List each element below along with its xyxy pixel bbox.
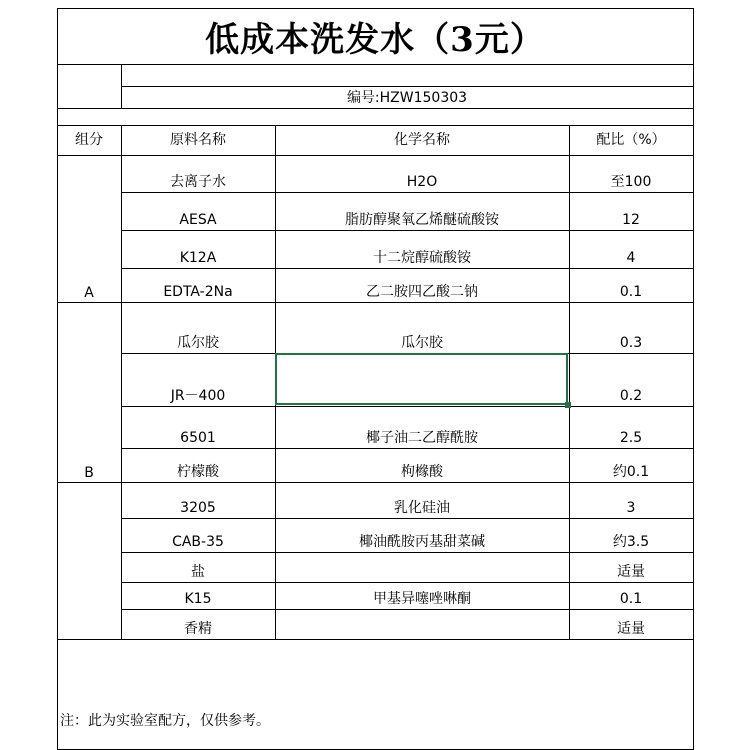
table-cell-material[interactable]: 去离子水 [170,174,226,190]
header-raw-material[interactable]: 原料名称 [170,132,226,148]
table-cell-chemical-name[interactable]: 椰油酰胺丙基甜菜碱 [359,534,485,550]
table-cell-ratio[interactable]: 2.5 [619,430,643,446]
header-group[interactable]: 组分 [75,132,103,148]
table-cell-ratio[interactable]: 适量 [617,564,645,580]
table-cell-chemical-name[interactable]: 乳化硅油 [394,500,450,516]
header-chemical-name[interactable]: 化学名称 [394,132,450,148]
table-cell-ratio[interactable]: 约3.5 [612,534,650,550]
table-cell-chemical-name[interactable]: H2O [406,174,438,190]
table-cell-ratio[interactable]: 4 [626,250,636,266]
table-cell-ratio[interactable]: 至100 [610,174,652,190]
table-cell-ratio[interactable]: 适量 [617,621,645,637]
table-cell-chemical-name[interactable]: 乙二胺四乙酸二钠 [366,284,478,300]
table-cell-material[interactable]: AESA [179,212,217,228]
footnote: 注：此为实验室配方，仅供参考。 [60,713,270,729]
table-cell-ratio[interactable]: 0.2 [619,388,643,404]
table-cell-ratio[interactable]: 0.1 [619,591,643,607]
table-cell-material[interactable]: 盐 [191,564,205,580]
group-label-a[interactable]: A [84,285,94,301]
table-cell-ratio[interactable]: 3 [626,500,636,516]
table-cell-chemical-name[interactable] [275,609,569,638]
table-cell-material[interactable]: 香精 [184,621,212,637]
page-title: 低成本洗发水（3元） [205,19,545,60]
table-cell-chemical-name[interactable] [275,552,569,581]
table-cell-material[interactable]: K15 [184,591,212,607]
table-cell-material[interactable]: JR－400 [170,388,226,404]
selected-cell[interactable] [275,353,568,405]
table-cell-material[interactable]: CAB-35 [172,534,224,550]
table-cell-ratio[interactable]: 0.3 [619,335,643,351]
table-cell-material[interactable]: 瓜尔胶 [177,335,219,351]
table-cell-chemical-name[interactable]: 瓜尔胶 [401,335,443,351]
table-cell-material[interactable]: EDTA-2Na [163,284,233,300]
grid-line [57,108,694,109]
fill-handle[interactable] [565,402,571,408]
group-cell-empty[interactable] [57,482,121,639]
table-cell-material[interactable]: 6501 [180,430,216,446]
table-cell-material[interactable]: 柠檬酸 [177,464,219,480]
table-cell-ratio[interactable]: 12 [622,212,640,228]
table-cell-ratio[interactable]: 0.1 [619,284,643,300]
header-ratio[interactable]: 配比（%） [596,132,666,148]
group-label-b[interactable]: B [84,465,94,481]
table-cell-chemical-name[interactable]: 脂肪醇聚氧乙烯醚硫酸铵 [345,212,499,228]
table-cell-material[interactable]: K12A [179,250,217,266]
table-cell-chemical-name[interactable]: 椰子油二乙醇酰胺 [366,430,478,446]
grid-line [57,639,694,640]
table-cell-material[interactable]: 3205 [180,500,216,516]
grid-line [693,8,694,749]
code-label: 编号:HZW150303 [346,90,468,106]
table-cell-chemical-name[interactable]: 甲基异噻唑啉酮 [373,591,471,607]
table-cell-chemical-name[interactable]: 枸橼酸 [401,464,443,480]
table-cell-ratio[interactable]: 约0.1 [612,464,650,480]
grid-line [57,64,694,65]
table-cell-chemical-name[interactable]: 十二烷醇硫酸铵 [373,250,471,266]
